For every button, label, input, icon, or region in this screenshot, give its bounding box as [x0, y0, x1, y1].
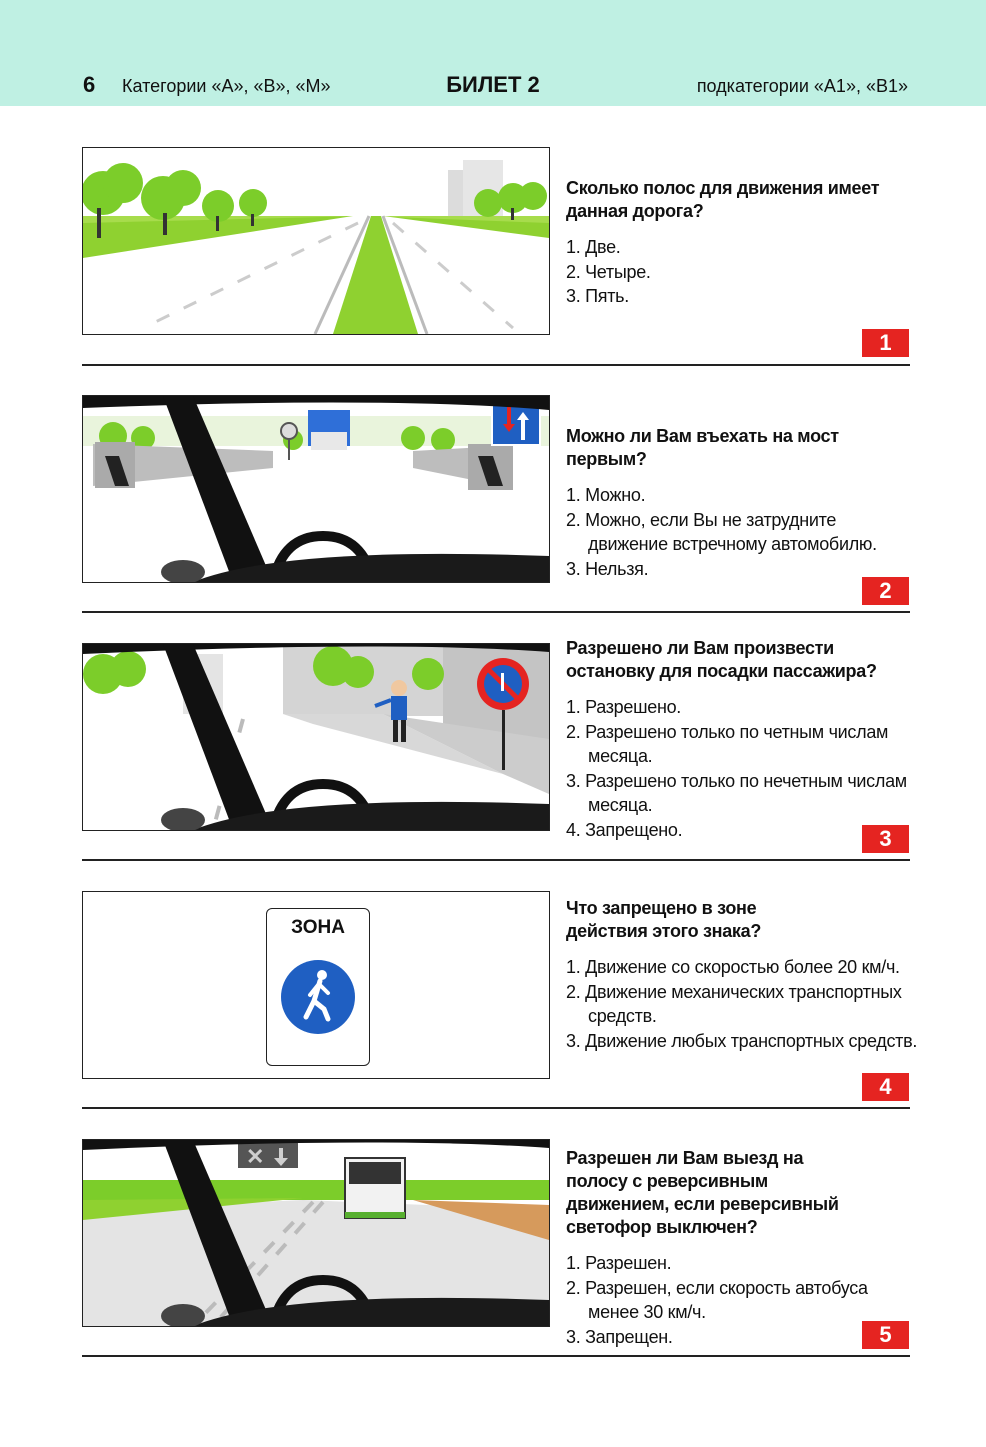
question-number-badge-5: 5	[862, 1321, 909, 1349]
divider	[82, 611, 910, 613]
question-4-text-block	[566, 897, 916, 1053]
categories-label: Категории «А», «В», «М»	[122, 76, 331, 96]
answer-option[interactable]: 3. Нельзя.	[566, 558, 649, 579]
question-2-text-block	[566, 425, 916, 581]
question-1-text-block	[566, 177, 916, 309]
answer-option[interactable]: 2. Разрешен, если скорость автобуса менее 30 км/ч.	[566, 1277, 868, 1322]
question-5-text-block	[566, 1147, 916, 1349]
question-block-4	[0, 891, 986, 1139]
question-3-text-block	[566, 637, 916, 842]
question-number-badge-2: 2	[862, 577, 909, 605]
question-block-5	[0, 1139, 986, 1387]
answer-option[interactable]: 1. Разрешено.	[566, 697, 682, 717]
divider	[82, 859, 910, 861]
question-number-badge-3: 3	[862, 825, 909, 853]
answer-option[interactable]: 2. Разрешено только по четным числам месяца.	[566, 721, 889, 766]
question-number-badge-1: 1	[862, 329, 909, 357]
subcategories-label: подкатегории «А1», «В1»	[696, 76, 908, 96]
answer-option[interactable]: 3. Пять.	[566, 286, 629, 306]
pedestrian-icon	[280, 959, 356, 1035]
question-block-1	[0, 147, 986, 395]
question-block-3	[0, 638, 986, 891]
divider	[82, 364, 910, 366]
divider	[82, 1355, 910, 1357]
question-2-illustration	[82, 395, 550, 583]
answer-option[interactable]: 2. Можно, если Вы не затрудните движение встречному автомобилю.	[566, 509, 877, 554]
question-1-answers	[566, 235, 916, 309]
answer-option[interactable]: 2. Четыре.	[566, 261, 651, 282]
answer-option[interactable]: 3. Разрешено только по нечетным числам месяца.	[566, 770, 907, 815]
zone-sign	[266, 908, 370, 1066]
question-3-answers	[566, 695, 916, 842]
answer-option[interactable]: 1. Движение со скоростью более 20 км/ч.	[566, 957, 900, 977]
question-2-answers	[566, 483, 916, 581]
question-number-badge-4: 4	[862, 1073, 909, 1101]
answer-option[interactable]: 3. Движение любых транспортных средств.	[566, 1030, 918, 1051]
question-block-2	[0, 395, 986, 643]
answer-option[interactable]: 3. Запрещен.	[566, 1326, 673, 1347]
page-header	[0, 0, 986, 106]
question-4-illustration	[82, 891, 550, 1079]
question-3-illustration	[82, 643, 550, 831]
answer-option[interactable]: 4. Запрещено.	[566, 819, 683, 840]
divider	[82, 1107, 910, 1109]
ticket-title: БИЛЕТ 2	[446, 72, 540, 97]
page-number: 6	[83, 72, 96, 97]
zone-sign-text: ЗОНА	[291, 917, 345, 938]
answer-option[interactable]: 1. Разрешен.	[566, 1253, 672, 1273]
question-4-text: Что запрещено в зоне действия этого знака?	[566, 898, 762, 941]
question-4-answers	[566, 955, 921, 1053]
answer-option[interactable]: 1. Две.	[566, 237, 621, 257]
question-1-text: Сколько полос для движения имеет данная дорога?	[566, 178, 880, 221]
question-2-text: Можно ли Вам въехать на мост первым?	[566, 426, 839, 469]
question-5-illustration	[82, 1139, 550, 1327]
question-5-text: Разрешен ли Вам выезд на полосу с реверсивным движением, если реверсивный светофор выключен?	[566, 1148, 839, 1237]
answer-option[interactable]: 2. Движение механических транспортных средств.	[566, 981, 902, 1026]
svg-text:✕: ✕	[246, 1144, 265, 1169]
answer-option[interactable]: 1. Можно.	[566, 485, 646, 505]
question-1-illustration	[82, 147, 550, 335]
question-3-text: Разрешено ли Вам произвести остановку для посадки пассажира?	[566, 638, 877, 681]
